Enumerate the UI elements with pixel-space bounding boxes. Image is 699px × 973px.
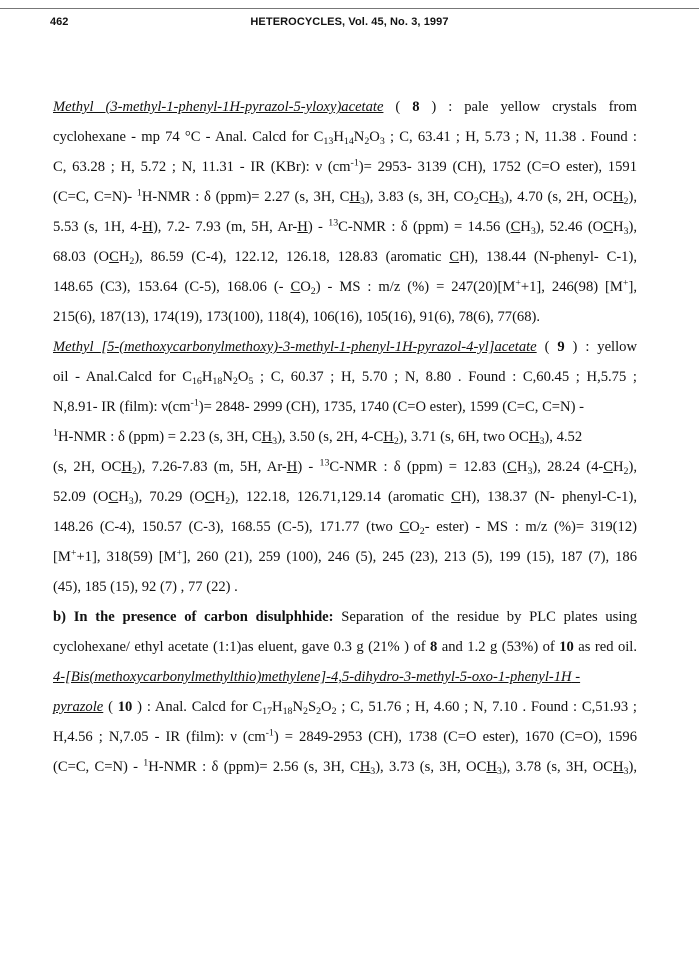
section-b-line-1: b) In the presence of carbon disulphhide: Separation of the residue by PLC plates using bbox=[53, 609, 638, 625]
compound-9-line-7: 148.26 (C-4), 150.57 (C-3), 168.55 (C-5), 171.77 (two $CO_2-$ ester) - MS : m/z (%)= 319(12) bbox=[53, 519, 637, 537]
compound-9-line-5: (s, 2H, $OCH_2$), 7.26-7.83 (m, 5H, Ar-H) - $^{13}$C-NMR : δ (ppm) = 12.83 $(CH_3)$, 28.24 $(4-CH_2)$, bbox=[53, 457, 637, 477]
compound-8-line-5: 5.53 (s, 1H, 4-H), 7.2- 7.93 (m, 5H, Ar-H) - $^{13}$C-NMR : δ (ppm) = 14.56 $(CH_3)$, 52.46 $(OCH_3)$, bbox=[53, 217, 637, 237]
page-header bbox=[0, 16, 699, 36]
compound-9-line-9: (45), 185 (15), 92 (7) , 77 (22) . bbox=[53, 579, 238, 595]
compound-10-line-3: H,4.56 ; N,7.05 - IR (film): ν $(cm^{-1}) = 2849-2953$ (CH), 1738 (C=O ester), 1670 (C=O), 1596 bbox=[53, 727, 637, 745]
compound-8-line-7: 148.65 (C3), 153.64 (C-5), 168.06 (- $CO_2$) - MS : m/z (%) = 247(20)[M++1], 246(98) [M+], bbox=[53, 277, 637, 297]
compound-9-line-6: 52.09 $(OCH_3)$, 70.29 $(OCH_2)$, 122.18, 126.71,129.14 (aromatic CH), 138.37 (N- phenyl-C-1), bbox=[53, 489, 637, 507]
compound-8-line-4: (C=C, C=N)- $^1$H-NMR : δ (ppm)= 2.27 (s, 3H, $CH_3$), 3.83 (s, 3H, $CO_2CH_3$), 4.70 (s, 2H, $OCH_2$), bbox=[53, 187, 637, 207]
experimental-text bbox=[53, 92, 637, 782]
compound-8-line-8: 215(6), 187(13), 174(19), 173(100), 118(4), 106(16), 105(16), 91(6), 78(6), 77(68). bbox=[53, 309, 541, 325]
compound-9-line-8: [M++1], 318(59) [M+], 260 (21), 259 (100), 246 (5), 245 (23), 213 (5), 199 (15), 187 (7), 186 bbox=[53, 547, 638, 565]
compound-9-line-4: $^1$H-NMR : δ (ppm) = 2.23 (s, 3H, $CH_3$), 3.50 (s, 2H, $4-CH_2$), 3.71 (s, 6H, two $OCH_3$), 4.52 bbox=[53, 427, 583, 447]
compound-9-line-1: Methyl [5-(methoxycarbonylmethoxy)-3-methyl-1-phenyl-1H-pyrazol-4-yl]acetate ( 9 ) : yellow bbox=[53, 339, 637, 355]
top-rule bbox=[0, 8, 699, 9]
page-number: 462 bbox=[50, 16, 69, 28]
section-b-heading: b) In the presence of carbon disulphhide: bbox=[53, 609, 334, 625]
compound-8-line-2: cyclohexane - mp 74 °C - Anal. Calcd for $C_{13}H_{14}N_2O_3$ ; C, 63.41 ; H, 5.73 ; N, 11.38 . Found : bbox=[53, 129, 637, 147]
compound-10-line-2: pyrazole ( 10 ) : Anal. Calcd for $C_{17}H_{18}N_2S_2O_2$ ; C, 51.76 ; H, 4.60 ; N, 7.10 . Found : C,51.93 ; bbox=[53, 699, 637, 717]
compound-8-line-1: Methyl (3-methyl-1-phenyl-1H-pyrazol-5-yloxy)acetate ( 8 ) : pale yellow crystals from bbox=[53, 99, 638, 115]
compound-10-line-4: (C=C, C=N) - $^1$H-NMR : δ (ppm)= 2.56 (s, 3H, $CH_3$), 3.73 (s, 3H, $OCH_3$), 3.78 (s, 3H, $OCH_3$), bbox=[53, 757, 638, 777]
compound-9-line-3: N,8.91- IR (film): $\nu(cm^{-1})= 2848-$ 2999 (CH), 1735, 1740 (C=O ester), 1599 (C=C, C=N) - bbox=[53, 397, 584, 415]
compound-8-line-3: C, 63.28 ; H, 5.72 ; N, 11.31 - IR (KBr): ν $(cm^{-1})= 2953-$ 3139 (CH), 1752 (C=O ester), 1591 bbox=[53, 157, 637, 175]
section-b-line-2: cyclohexane/ ethyl acetate (1:1)as eluent, gave 0.3 g (21% ) of 8 and 1.2 g (53%) of 10 as red oil. bbox=[53, 639, 637, 655]
compound-10-line-1: 4-[Bis(methoxycarbonylmethylthio)methylene]-4,5-dihydro-3-methyl-5-oxo-1-phenyl-1H - bbox=[53, 669, 581, 685]
compound-9-line-2: oil - Anal.Calcd for $C_{16}H_{18}N_2O_5$ ; C, 60.37 ; H, 5.70 ; N, 8.80 . Found : C,60.45 ; H,5.75 ; bbox=[53, 369, 637, 387]
journal-header: HETEROCYCLES, Vol. 45, No. 3, 1997 bbox=[250, 16, 449, 28]
compound-8-line-6: 68.03 $(OCH_2)$, 86.59 (C-4), 122.12, 126.18, 128.83 (aromatic CH), 138.44 (N-phenyl- C-1), bbox=[53, 249, 637, 267]
